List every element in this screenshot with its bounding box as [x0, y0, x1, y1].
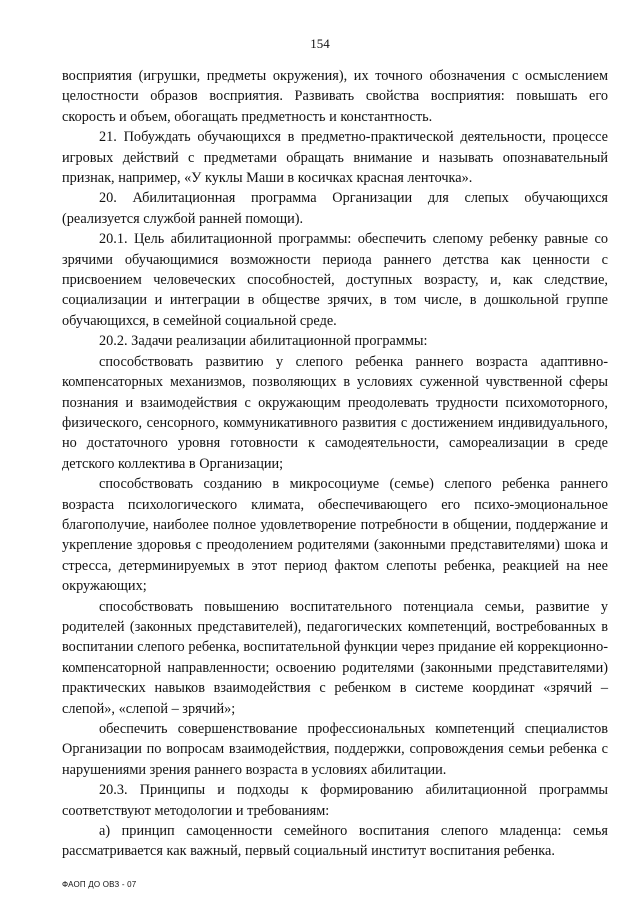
- page-footer: ФАОП ДО ОВЗ - 07: [62, 880, 137, 889]
- paragraph: восприятия (игрушки, предметы окружения), их точного обозначения с осмыслением целостности образов восприятия. Развивать свойства восприятия: повышать его скорость и объем, обогащать предметность и константность.: [62, 68, 608, 125]
- paragraph: 20. Абилитационная программа Организации для слепых обучающихся (реализуется службой ранней помощи).: [62, 190, 608, 227]
- paragraph: 20.3. Принципы и подходы к формированию абилитационной программы соответствуют методологии и требованиям:: [62, 782, 608, 819]
- document-body: [62, 66, 608, 862]
- paragraph: способствовать развитию у слепого ребенка раннего возраста адаптивно-компенсаторных механизмов, позволяющих в условиях суженной чувственной сферы познания и взаимодействия с окружающим преодолевать трудности психомоторного, физического, сенсорного, коммуникативного развития с достижением индивидуального, но достаточного уровня готовности к самодеятельности, самореализации в среде детского коллектива в Организации;: [62, 353, 608, 472]
- paragraph: а) принцип самоценности семейного воспитания слепого младенца: семья рассматривается как важный, первый социальный институт воспитания ребенка.: [62, 823, 608, 860]
- paragraph: способствовать созданию в микросоциуме (семье) слепого ребенка раннего возраста психологического климата, обеспечивающего его психо-эмоциональное благополучие, наиболее полное удовлетворение потребности в общении, поддержание и укрепление здоровья с преодолением родителями (законными представителями) шока и стресса, детерминируемых в этот период фактом слепоты ребенка, реакцией на нее окружающих;: [62, 476, 608, 595]
- paragraph: 20.2. Задачи реализации абилитационной программы:: [99, 333, 428, 350]
- paragraph: 21. Побуждать обучающихся в предметно-практической деятельности, процессе игровых действий с предметами обращать внимание и называть опознавательный признак, например, «У куклы Маши в косичках красная ленточка».: [62, 129, 608, 187]
- page-number: 154: [310, 36, 330, 51]
- paragraph: 20.1. Цель абилитационной программы: обеспечить слепому ребенку равные со зрячими обучающимися возможности периода раннего детства как ценности с присвоением человеческих способностей, доступных возрасту, и, как следствие, социализации и интеграции в обществе зрячих, в том числе, в дошкольной группе обучающихся, в семейной социальной среде.: [62, 231, 608, 329]
- paragraph: обеспечить совершенствование профессиональных компетенций специалистов Организации по вопросам взаимодействия, поддержки, сопровождения семьи ребенка с нарушениями зрения раннего возраста в условиях абилитации.: [62, 721, 608, 778]
- paragraph: способствовать повышению воспитательного потенциала семьи, развитие у родителей (законных представителей), педагогических компетенций, востребованных в воспитании слепого ребенка, воспитательной функции через придание ей коррекционно-компенсаторной направленности; освоению родителями (законными представителями) практических навыков взаимодействия с ребенком в системе координат «зрячий – слепой», «слепой – зрячий»;: [62, 598, 608, 717]
